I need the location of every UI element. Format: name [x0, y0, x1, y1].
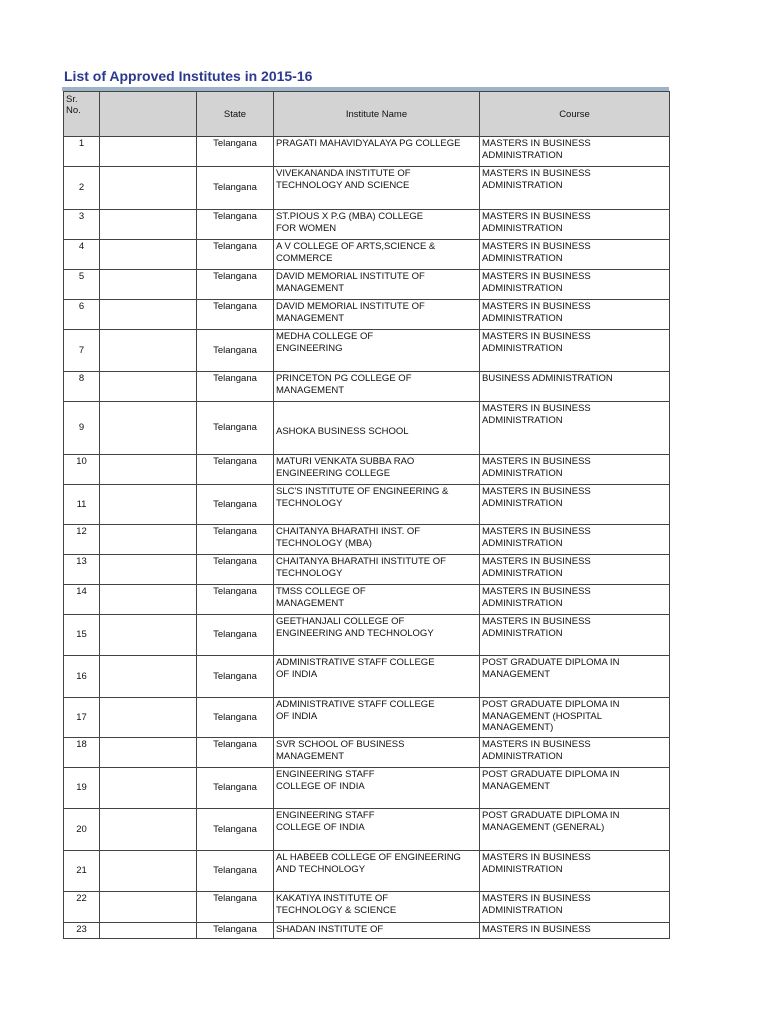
table-row	[64, 892, 670, 923]
blank-cell	[100, 240, 197, 270]
course-cell: MASTERS IN BUSINESS ADMINISTRATION	[480, 270, 670, 300]
state-cell: Telangana	[197, 372, 274, 402]
table-row	[64, 240, 670, 270]
course-cell: MASTERS IN BUSINESS	[480, 923, 670, 939]
state-cell: Telangana	[197, 656, 274, 698]
state-cell: Telangana	[197, 240, 274, 270]
course-cell: MASTERS IN BUSINESS ADMINISTRATION	[480, 485, 670, 525]
table-row	[64, 167, 670, 210]
table-row	[64, 330, 670, 372]
sr-no-cell: 17	[64, 698, 100, 738]
sr-no-cell: 18	[64, 738, 100, 768]
institute-cell: CHAITANYA BHARATHI INSTITUTE OF TECHNOLOGY	[274, 555, 480, 585]
institute-cell: ADMINISTRATIVE STAFF COLLEGE OF INDIA	[274, 656, 480, 698]
blank-cell	[100, 485, 197, 525]
blank-cell	[100, 615, 197, 656]
institute-cell: CHAITANYA BHARATHI INST. OF TECHNOLOGY (MBA)	[274, 525, 480, 555]
state-cell: Telangana	[197, 210, 274, 240]
sr-no-cell: 9	[64, 402, 100, 455]
sr-no-cell: 3	[64, 210, 100, 240]
table-row	[64, 525, 670, 555]
header-sr-no: Sr. No.	[64, 92, 100, 137]
sr-no-cell: 13	[64, 555, 100, 585]
state-cell: Telangana	[197, 300, 274, 330]
sr-no-cell: 21	[64, 851, 100, 892]
table-header-row	[64, 92, 670, 137]
header-blank	[100, 92, 197, 137]
course-cell: MASTERS IN BUSINESS ADMINISTRATION	[480, 851, 670, 892]
state-cell: Telangana	[197, 585, 274, 615]
table-row	[64, 585, 670, 615]
sr-no-cell: 23	[64, 923, 100, 939]
course-cell: MASTERS IN BUSINESS ADMINISTRATION	[480, 300, 670, 330]
institute-cell: GEETHANJALI COLLEGE OF ENGINEERING AND TECHNOLOGY	[274, 615, 480, 656]
course-cell: MASTERS IN BUSINESS ADMINISTRATION	[480, 555, 670, 585]
blank-cell	[100, 525, 197, 555]
table-row	[64, 809, 670, 851]
course-cell: MASTERS IN BUSINESS ADMINISTRATION	[480, 455, 670, 485]
sr-no-cell: 2	[64, 167, 100, 210]
sr-no-cell: 15	[64, 615, 100, 656]
table-row	[64, 615, 670, 656]
state-cell: Telangana	[197, 738, 274, 768]
institute-cell: AL HABEEB COLLEGE OF ENGINEERING AND TECHNOLOGY	[274, 851, 480, 892]
course-cell: MASTERS IN BUSINESS ADMINISTRATION	[480, 585, 670, 615]
institutes-table	[63, 91, 670, 939]
table-row	[64, 555, 670, 585]
sr-no-cell: 10	[64, 455, 100, 485]
institute-cell: A V COLLEGE OF ARTS,SCIENCE & COMMERCE	[274, 240, 480, 270]
institute-cell: KAKATIYA INSTITUTE OF TECHNOLOGY & SCIENCE	[274, 892, 480, 923]
institute-cell: DAVID MEMORIAL INSTITUTE OF MANAGEMENT	[274, 300, 480, 330]
institute-cell: TMSS COLLEGE OF MANAGEMENT	[274, 585, 480, 615]
state-cell: Telangana	[197, 270, 274, 300]
blank-cell	[100, 555, 197, 585]
sr-no-cell: 6	[64, 300, 100, 330]
blank-cell	[100, 698, 197, 738]
state-cell: Telangana	[197, 485, 274, 525]
sr-no-cell: 5	[64, 270, 100, 300]
institute-cell: SLC'S INSTITUTE OF ENGINEERING & TECHNOLOGY	[274, 485, 480, 525]
table-row	[64, 455, 670, 485]
institute-cell: PRINCETON PG COLLEGE OF MANAGEMENT	[274, 372, 480, 402]
course-cell: MASTERS IN BUSINESS ADMINISTRATION	[480, 167, 670, 210]
course-cell: MASTERS IN BUSINESS ADMINISTRATION	[480, 615, 670, 656]
table-row	[64, 372, 670, 402]
blank-cell	[100, 768, 197, 809]
state-cell: Telangana	[197, 892, 274, 923]
blank-cell	[100, 372, 197, 402]
course-cell: POST GRADUATE DIPLOMA IN MANAGEMENT (HOSPITAL MANAGEMENT)	[480, 698, 670, 738]
blank-cell	[100, 300, 197, 330]
institute-cell: PRAGATI MAHAVIDYALAYA PG COLLEGE	[274, 137, 480, 167]
sr-no-cell: 14	[64, 585, 100, 615]
table-row	[64, 137, 670, 167]
blank-cell	[100, 137, 197, 167]
state-cell: Telangana	[197, 137, 274, 167]
header-course: Course	[480, 92, 670, 137]
institute-cell: SHADAN INSTITUTE OF	[274, 923, 480, 939]
table-row	[64, 851, 670, 892]
state-cell: Telangana	[197, 615, 274, 656]
institute-cell: ASHOKA BUSINESS SCHOOL	[274, 402, 480, 455]
blank-cell	[100, 851, 197, 892]
table-row	[64, 210, 670, 240]
course-cell: MASTERS IN BUSINESS ADMINISTRATION	[480, 210, 670, 240]
state-cell: Telangana	[197, 923, 274, 939]
table-row	[64, 768, 670, 809]
table-row	[64, 656, 670, 698]
header-institute-name: Institute Name	[274, 92, 480, 137]
state-cell: Telangana	[197, 698, 274, 738]
institute-cell: ENGINEERING STAFF COLLEGE OF INDIA	[274, 768, 480, 809]
blank-cell	[100, 923, 197, 939]
table-row	[64, 923, 670, 939]
header-state: State	[197, 92, 274, 137]
sr-no-cell: 1	[64, 137, 100, 167]
blank-cell	[100, 738, 197, 768]
blank-cell	[100, 656, 197, 698]
state-cell: Telangana	[197, 167, 274, 210]
blank-cell	[100, 585, 197, 615]
table-row	[64, 402, 670, 455]
institute-cell: DAVID MEMORIAL INSTITUTE OF MANAGEMENT	[274, 270, 480, 300]
course-cell: MASTERS IN BUSINESS ADMINISTRATION	[480, 330, 670, 372]
sr-no-cell: 19	[64, 768, 100, 809]
sr-no-cell: 4	[64, 240, 100, 270]
state-cell: Telangana	[197, 455, 274, 485]
state-cell: Telangana	[197, 525, 274, 555]
course-cell: POST GRADUATE DIPLOMA IN MANAGEMENT	[480, 656, 670, 698]
state-cell: Telangana	[197, 330, 274, 372]
course-cell: MASTERS IN BUSINESS ADMINISTRATION	[480, 240, 670, 270]
state-cell: Telangana	[197, 809, 274, 851]
table-row	[64, 738, 670, 768]
table-row	[64, 698, 670, 738]
blank-cell	[100, 455, 197, 485]
state-cell: Telangana	[197, 768, 274, 809]
course-cell: POST GRADUATE DIPLOMA IN MANAGEMENT	[480, 768, 670, 809]
course-cell: MASTERS IN BUSINESS ADMINISTRATION	[480, 402, 670, 455]
sr-no-cell: 8	[64, 372, 100, 402]
course-cell: MASTERS IN BUSINESS ADMINISTRATION	[480, 738, 670, 768]
course-cell: MASTERS IN BUSINESS ADMINISTRATION	[480, 137, 670, 167]
table-row	[64, 300, 670, 330]
institute-cell: ENGINEERING STAFF COLLEGE OF INDIA	[274, 809, 480, 851]
course-cell: BUSINESS ADMINISTRATION	[480, 372, 670, 402]
blank-cell	[100, 167, 197, 210]
institute-cell: VIVEKANANDA INSTITUTE OF TECHNOLOGY AND SCIENCE	[274, 167, 480, 210]
table-row	[64, 270, 670, 300]
course-cell: MASTERS IN BUSINESS ADMINISTRATION	[480, 892, 670, 923]
sr-no-cell: 11	[64, 485, 100, 525]
institute-cell: MEDHA COLLEGE OF ENGINEERING	[274, 330, 480, 372]
institute-cell: SVR SCHOOL OF BUSINESS MANAGEMENT	[274, 738, 480, 768]
sr-no-cell: 20	[64, 809, 100, 851]
blank-cell	[100, 892, 197, 923]
sr-no-cell: 12	[64, 525, 100, 555]
course-cell: POST GRADUATE DIPLOMA IN MANAGEMENT (GENERAL)	[480, 809, 670, 851]
sr-no-cell: 16	[64, 656, 100, 698]
blank-cell	[100, 270, 197, 300]
blank-cell	[100, 210, 197, 240]
institute-cell: MATURI VENKATA SUBBA RAO ENGINEERING COLLEGE	[274, 455, 480, 485]
blank-cell	[100, 330, 197, 372]
sr-no-cell: 7	[64, 330, 100, 372]
course-cell: MASTERS IN BUSINESS ADMINISTRATION	[480, 525, 670, 555]
state-cell: Telangana	[197, 402, 274, 455]
table-row	[64, 485, 670, 525]
blank-cell	[100, 809, 197, 851]
state-cell: Telangana	[197, 851, 274, 892]
page-title: List of Approved Institutes in 2015-16	[64, 68, 313, 84]
institute-cell: ST.PIOUS X P.G (MBA) COLLEGE FOR WOMEN	[274, 210, 480, 240]
sr-no-cell: 22	[64, 892, 100, 923]
state-cell: Telangana	[197, 555, 274, 585]
institute-cell: ADMINISTRATIVE STAFF COLLEGE OF INDIA	[274, 698, 480, 738]
blank-cell	[100, 402, 197, 455]
